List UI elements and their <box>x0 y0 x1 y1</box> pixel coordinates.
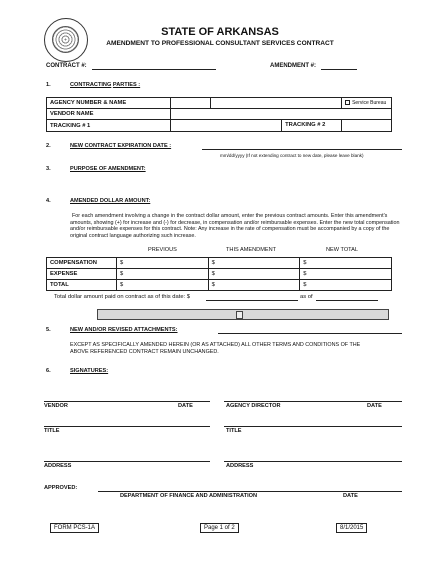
expense-amendment-field[interactable]: $ <box>208 269 300 280</box>
total-paid-label: Total dollar amount paid on contract as of this date: $ <box>54 294 190 300</box>
dfa-label: DEPARTMENT OF FINANCE AND ADMINISTRATION <box>120 493 258 499</box>
row-compensation-label: COMPENSATION <box>47 258 117 269</box>
contract-number-field[interactable] <box>92 69 216 70</box>
compensation-previous-field[interactable]: $ <box>116 258 208 269</box>
approval-signature-line[interactable] <box>98 491 402 492</box>
amount-instructions: For each amendment involving a change in the contract dollar amount, enter the previous contract amounts. Enter this amendment's amounts, showing (+) for increase and (-) for decrease, in compensation and/or reimbursable expenses. Enter the new total compensation and/or reimbursable expenses for this contract. Note: Any increase in the rate of compensation must be accompanied by a copy of the original contract language authorizing such increase. <box>70 213 400 239</box>
vendor-address-line[interactable] <box>44 461 210 462</box>
agency-title-line[interactable] <box>224 426 402 427</box>
form-number: FORM PCS-1A <box>50 523 99 533</box>
total-previous-field[interactable]: $ <box>116 280 208 291</box>
header-this-amendment: THIS AMENDMENT <box>226 247 277 253</box>
agency-date-label: DATE <box>367 403 382 409</box>
approved-label: APPROVED: <box>44 485 78 491</box>
vendor-address-label: ADDRESS <box>44 463 72 469</box>
attachments-field[interactable] <box>218 333 402 334</box>
expiration-date-field[interactable] <box>202 149 402 150</box>
vendor-title-line[interactable] <box>44 426 210 427</box>
agency-director-signature-line[interactable] <box>224 401 402 402</box>
compensation-new-total-field[interactable]: $ <box>300 258 392 269</box>
form-subtitle: AMENDMENT TO PROFESSIONAL CONSULTANT SERVICES CONTRACT <box>106 40 334 47</box>
field-marker <box>236 311 243 319</box>
section-6-number: 6. <box>46 368 51 374</box>
table-row <box>47 280 392 291</box>
vendor-date-label: DATE <box>178 403 193 409</box>
contracting-parties-table <box>46 97 392 132</box>
total-new-total-field[interactable]: $ <box>300 280 392 291</box>
vendor-label: VENDOR <box>44 403 68 409</box>
section-5-title: NEW AND/OR REVISED ATTACHMENTS: <box>70 327 178 333</box>
service-bureau-checkbox[interactable] <box>345 100 350 105</box>
amendment-number-label: AMENDMENT #: <box>270 63 316 69</box>
section-4-title: AMENDED DOLLAR AMOUNT: <box>70 198 151 204</box>
total-amendment-field[interactable]: $ <box>208 280 300 291</box>
header-previous: PREVIOUS <box>148 247 177 253</box>
agency-number-field[interactable] <box>170 98 210 109</box>
service-bureau-option[interactable]: Service Bureau <box>342 98 392 109</box>
dfa-date-label: DATE <box>343 493 358 499</box>
section-2-title: NEW CONTRACT EXPIRATION DATE : <box>70 143 172 149</box>
total-paid-field[interactable] <box>206 300 298 301</box>
contract-number-label: CONTRACT #: <box>46 63 87 69</box>
vendor-name-label: VENDOR NAME <box>47 109 171 120</box>
amount-table <box>46 257 392 291</box>
agency-title-label: TITLE <box>226 428 242 434</box>
tracking-2-field[interactable] <box>342 120 392 132</box>
section-5-number: 5. <box>46 327 51 333</box>
tracking-1-field[interactable] <box>171 120 281 131</box>
agency-name-field[interactable] <box>210 98 342 109</box>
page-number: Page 1 of 2 <box>200 523 239 533</box>
section-6-title: SIGNATURES: <box>70 368 109 374</box>
expense-new-total-field[interactable]: $ <box>300 269 392 280</box>
vendor-signature-line[interactable] <box>44 401 210 402</box>
gray-field-bar[interactable] <box>97 309 389 320</box>
tracking-2-label: TRACKING # 2 <box>281 120 341 131</box>
form-date: 8/1/2015 <box>336 523 367 533</box>
section-1-title: CONTRACTING PARTIES : <box>70 82 141 88</box>
row-total-label: TOTAL <box>47 280 117 291</box>
agency-address-line[interactable] <box>224 461 402 462</box>
section-3-title: PURPOSE OF AMENDMENT: <box>70 166 146 172</box>
attachments-text: EXCEPT AS SPECIFICALLY AMENDED HEREIN (OR AS ATTACHED) ALL OTHER TERMS AND CONDITIONS OF THE ABOVE REFERENCED CONTRACT REMAIN UNCHANGED. <box>70 342 361 355</box>
vendor-title-label: TITLE <box>44 428 60 434</box>
amendment-number-field[interactable] <box>321 69 357 70</box>
as-of-label: as of <box>300 294 313 300</box>
expiration-date-hint: mm/dd/yyyy (If not extending contract to new date, please leave blank) <box>220 153 364 158</box>
row-expense-label: EXPENSE <box>47 269 117 280</box>
agency-address-label: ADDRESS <box>226 463 254 469</box>
agency-director-label: AGENCY DIRECTOR <box>226 403 281 409</box>
tracking-1-label: TRACKING # 1 <box>47 120 171 132</box>
agency-number-name-label: AGENCY NUMBER & NAME <box>47 98 171 109</box>
state-title: STATE OF ARKANSAS <box>161 26 279 38</box>
table-row <box>47 269 392 280</box>
expense-previous-field[interactable]: $ <box>116 269 208 280</box>
tracking-1-cell[interactable] <box>170 120 341 132</box>
section-3-number: 3. <box>46 166 51 172</box>
as-of-date-field[interactable] <box>316 300 378 301</box>
header-new-total: NEW TOTAL <box>326 247 359 253</box>
compensation-amendment-field[interactable]: $ <box>208 258 300 269</box>
table-row <box>47 258 392 269</box>
vendor-name-field[interactable] <box>170 109 391 120</box>
section-4-number: 4. <box>46 198 51 204</box>
section-1-number: 1. <box>46 82 51 88</box>
section-2-number: 2. <box>46 143 51 149</box>
